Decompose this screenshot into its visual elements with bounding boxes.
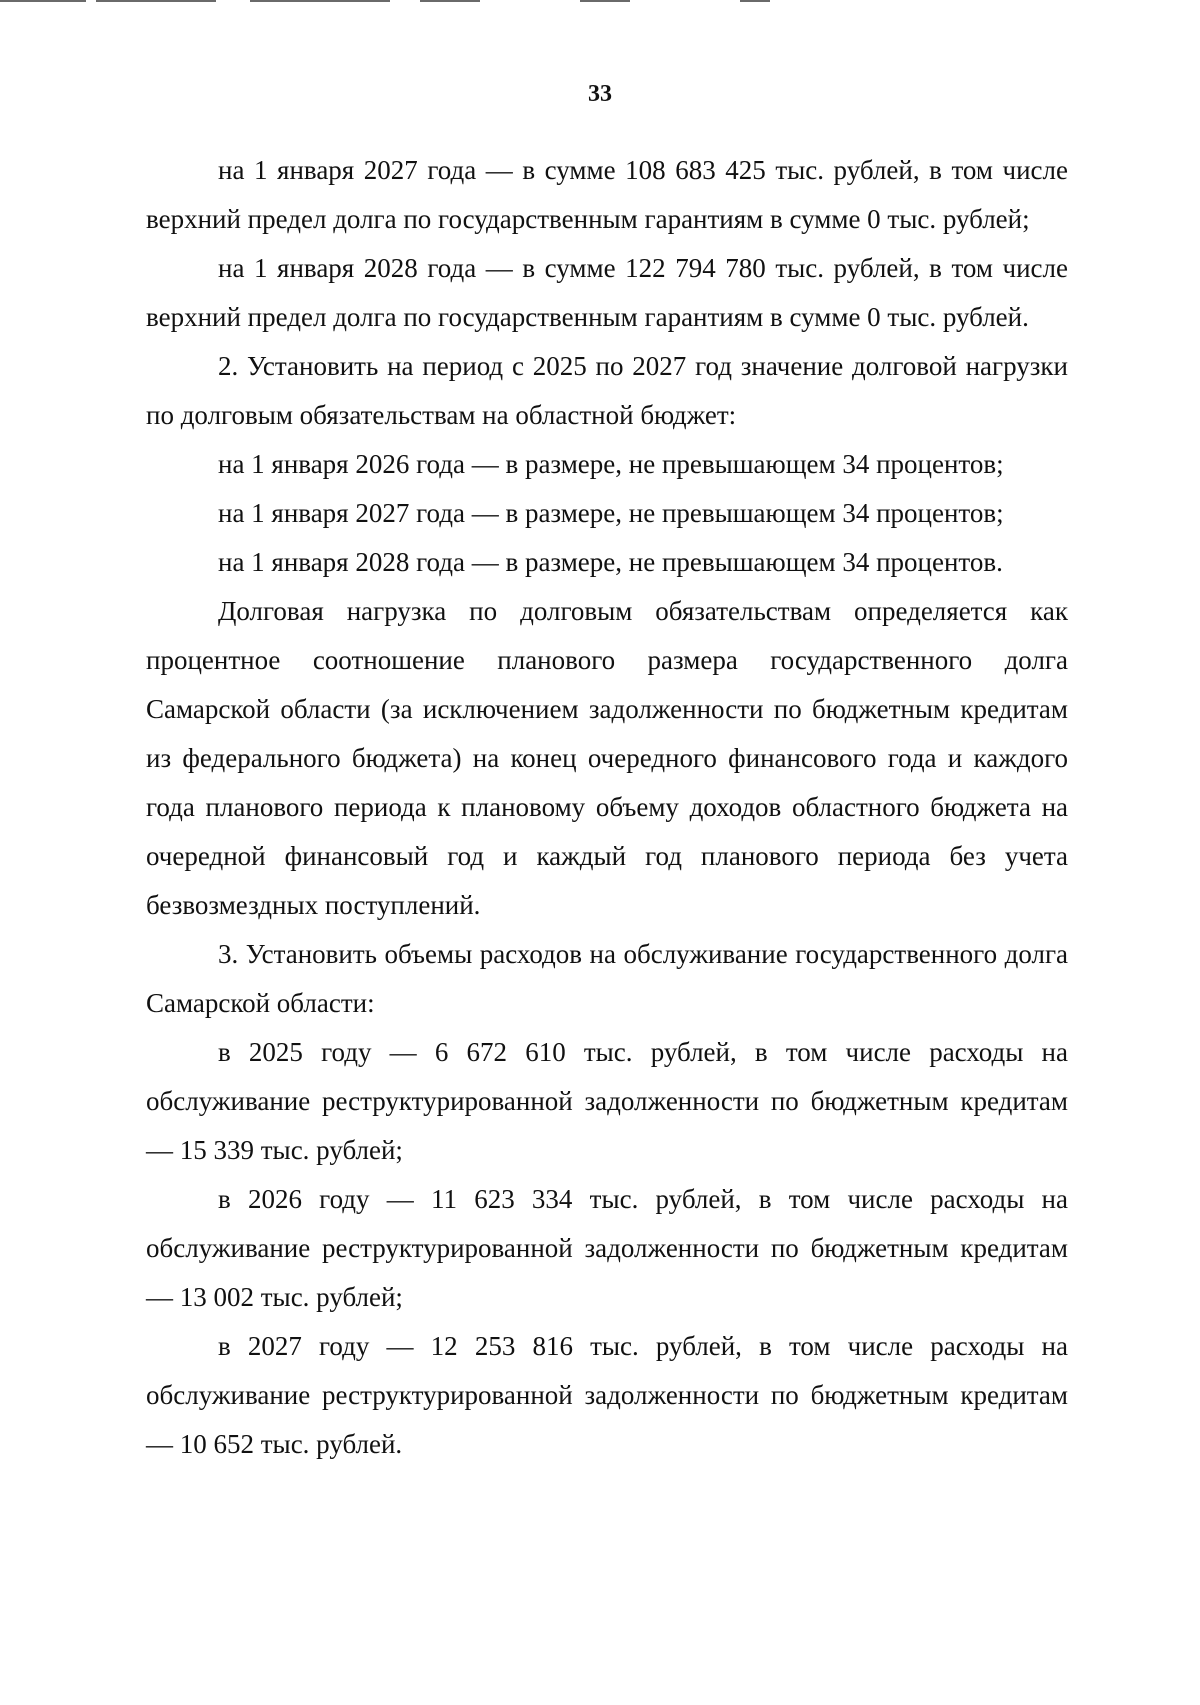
- scan-edge-mark: [250, 0, 390, 2]
- paragraph: в 2026 году — 11 623 334 тыс. рублей, в том числе расходы на обслуживание реструктурированной задолженности по бюджетным кредитам — 13 002 тыс. рублей;: [146, 1184, 1068, 1312]
- paragraph: на 1 января 2028 года — в сумме 122 794 780 тыс. рублей, в том числе верхний предел долга по государственным гарантиям в сумме 0 тыс. рублей.: [146, 253, 1068, 332]
- paragraph: на 1 января 2026 года — в размере, не превышающем 34 процентов;: [218, 449, 1004, 479]
- paragraph: Долговая нагрузка по долговым обязательствам определяется как процентное соотношение планового размера государственного долга Самарской области (за исключением задолженности по бюджетным кредитам из федерального бюджета) на конец очередного финансового года и каждого года планового периода к плановому объему доходов областного бюджета на очередной финансовый год и каждый год планового периода без учета безвозмездных поступлений.: [146, 596, 1068, 920]
- scan-edge-mark: [740, 0, 770, 2]
- paragraph: 3. Установить объемы расходов на обслуживание государственного долга Самарской области:: [146, 939, 1068, 1018]
- paragraph: в 2027 году — 12 253 816 тыс. рублей, в том числе расходы на обслуживание реструктурированной задолженности по бюджетным кредитам — 10 652 тыс. рублей.: [146, 1331, 1068, 1459]
- scan-edge-mark: [580, 0, 630, 2]
- paragraph: в 2025 году — 6 672 610 тыс. рублей, в том числе расходы на обслуживание реструктурированной задолженности по бюджетным кредитам — 15 339 тыс. рублей;: [146, 1037, 1068, 1165]
- paragraph: на 1 января 2027 года — в размере, не превышающем 34 процентов;: [218, 498, 1004, 528]
- document-body: [146, 146, 1068, 1469]
- page-number: 33: [588, 81, 612, 107]
- scan-edge-mark: [420, 0, 480, 2]
- scan-edge-mark: [0, 0, 86, 2]
- scan-edge-mark: [96, 0, 216, 2]
- paragraph: на 1 января 2028 года — в размере, не превышающем 34 процентов.: [218, 547, 1003, 577]
- paragraph: 2. Установить на период с 2025 по 2027 год значение долговой нагрузки по долговым обязательствам на областной бюджет:: [146, 351, 1068, 430]
- paragraph: на 1 января 2027 года — в сумме 108 683 425 тыс. рублей, в том числе верхний предел долга по государственным гарантиям в сумме 0 тыс. рублей;: [146, 155, 1068, 234]
